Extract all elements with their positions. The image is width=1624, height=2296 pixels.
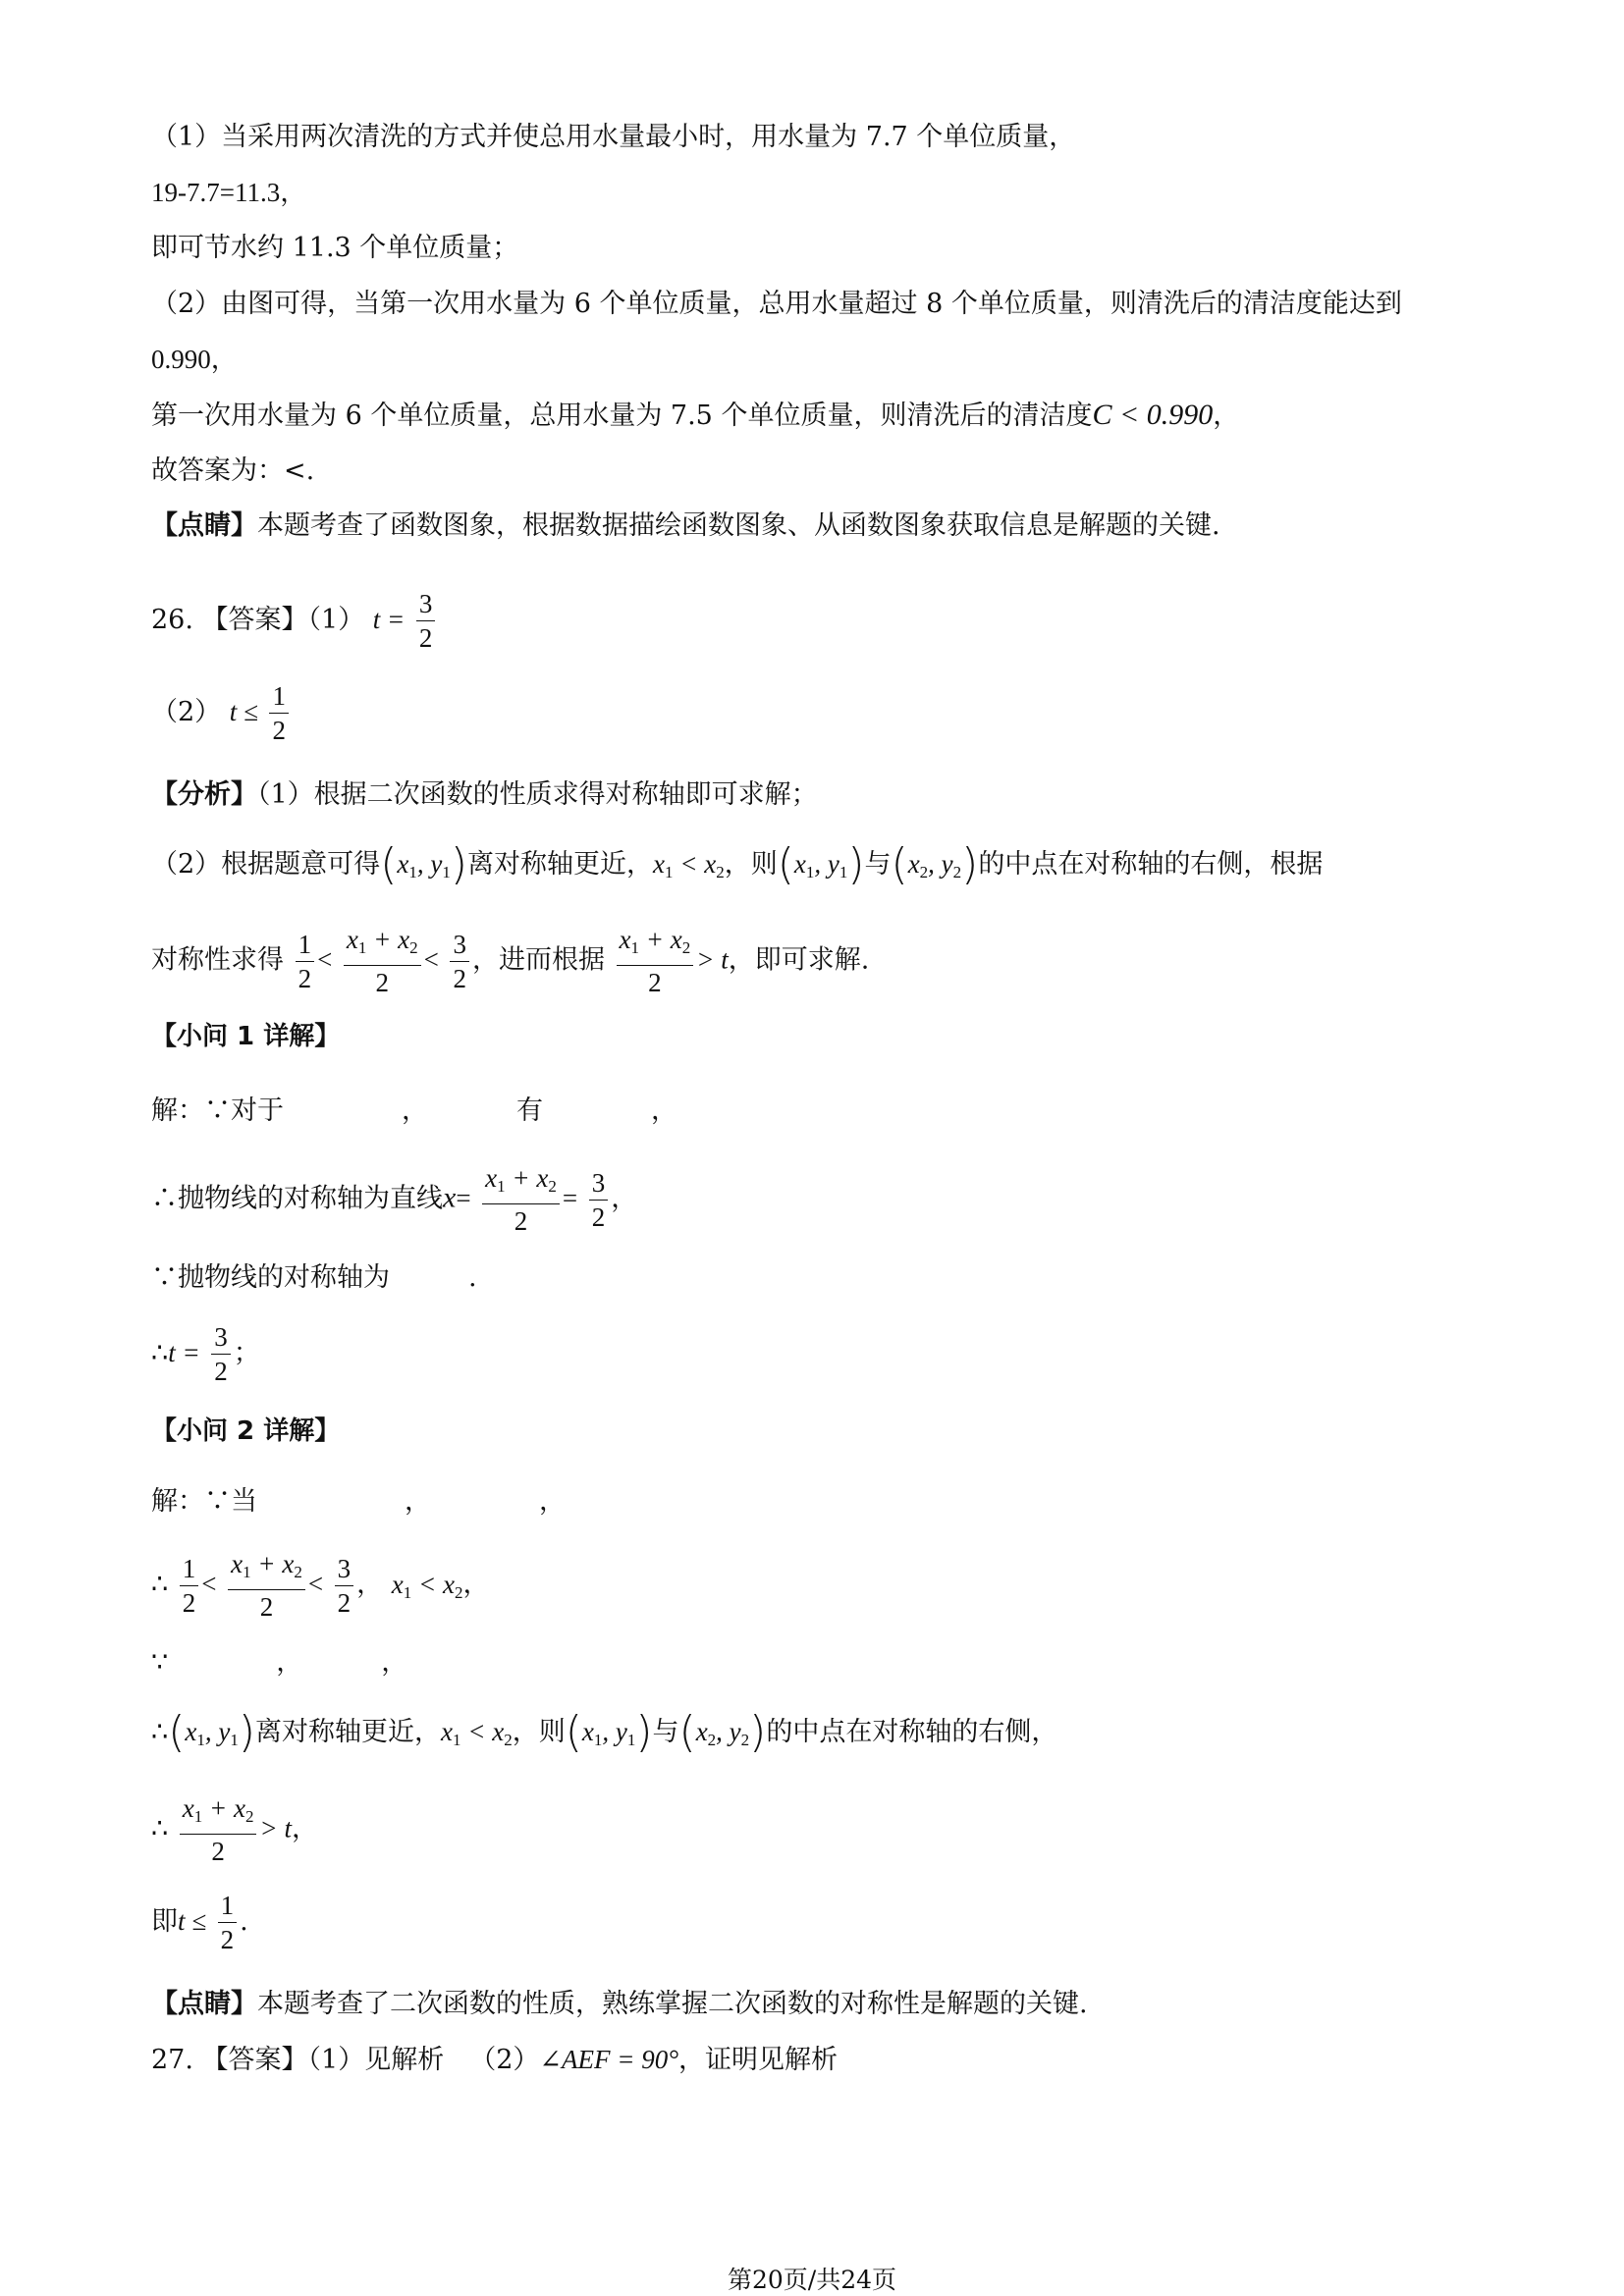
line-remark-25: 【点睛】本题考查了函数图象，根据数据描绘函数图象、从函数图象获取信息是解题的关键. (151, 510, 1220, 541)
therefore-t-line: ∴t = $\frac{3}{2}$ ； (151, 1322, 260, 1386)
first-water-text: 第一次用水量为 6 个单位质量，总用水量为 7.5 个单位质量，则清洗后的清洁度 (151, 400, 1093, 431)
sub1-title: 【小问 1 详解】 (151, 1022, 341, 1051)
q26-head: 26. 【答案】（1） (151, 605, 365, 635)
line-first-water: 第一次用水量为 6 个单位质量，总用水量为 7.5 个单位质量，则清洗后的清洁度C < 0.990， (151, 399, 1240, 431)
q27-head: 27. 【答案】（1）见解析 (151, 2045, 445, 2075)
q26-remark: 【点睛】本题考查了二次函数的性质，熟练掌握二次函数的对称性是解题的关键. (151, 1989, 1088, 2019)
line-part1-water: （1）当采用两次清洗的方式并使总用水量最小时，用水量为 7.7 个单位质量， (151, 122, 1076, 152)
line-answer-lt: 故答案为：<. (151, 455, 315, 486)
fraction-1-2: $\frac{1}{2}$ (269, 679, 289, 747)
sub2-solution-line: 解：∵当 ， ， (151, 1486, 566, 1517)
conclusion-line: 即t ≤ $\frac{1}{2}$ . (151, 1891, 248, 1954)
remark-tag: 【点睛】 (151, 510, 257, 541)
cleanliness-inequality: C < 0.990 (1092, 399, 1214, 431)
midpoint-gt-t-line: ∴ $\frac{x_1 + x_2}{2}$ > t， (151, 1793, 318, 1866)
axis-line: ∴抛物线的对称轴为直线x= $\frac{x_1 + x_2}{2}$ = $\frac{3}{2}$ ， (151, 1163, 638, 1236)
q26-analysis-3: 对称性求得 $\frac{1}{2}$ < $\frac{x_1 + x_2}{2}$ < $\frac{3}{2}$ ，进而根据 $\frac{x_1 + x_2}{2}$ > t，即可求解. (151, 925, 870, 997)
sub2-title: 【小问 2 详解】 (151, 1416, 341, 1446)
line-save-water: 即可节水约 11.3 个单位质量； (151, 233, 519, 263)
q26-answer-line: 26. 【答案】（1） t = $\frac{3}{2}$ (151, 587, 438, 655)
closer-line: $\therefore(x_1$, $y_1$)离对称轴更近，$x_1 < x_2$，则($x_1$, $y_1$)与($x_2$, $y_2$)的中点在对称轴的右侧， (151, 1707, 1058, 1757)
fraction-3-2: $\frac{3}{2}$ (416, 587, 436, 655)
because-line: ∵ ， ， (151, 1647, 408, 1678)
q26-analysis-2: （2）根据题意可得($x_1$, $y_1$)离对称轴更近，$x_1 < x_2$，则($x_1$, $y_1$)与($x_2$, $y_2$)的中点在对称轴的右侧，根据 (151, 839, 1324, 889)
page-footer: 第20页/共24页 (727, 2266, 897, 2294)
because-axis-line: ∵抛物线的对称轴为 . (151, 1262, 477, 1293)
q26-analysis-1: 【分析】（1）根据二次函数的性质求得对称轴即可求解； (151, 779, 818, 810)
q26-answer2-line: （2） t ≤ $\frac{1}{2}$ (151, 679, 292, 747)
line-0990: 0.990， (151, 345, 238, 374)
sub2-inequality-line: ∴ $\frac{1}{2}$ < $\frac{x_1 + x_2}{2}$ < $\frac{3}{2}$ ， $x_1 < x_2$， (151, 1549, 490, 1622)
angle-aef: ∠AEF = 90° (539, 2045, 679, 2074)
line-part2-graph: （2）由图可得，当第一次用水量为 6 个单位质量，总用水量超过 8 个单位质量，则清洗后的清洁度能达到 (151, 289, 1402, 319)
sub1-solution-line: 解：∵对于 ， 有 ， (151, 1095, 677, 1126)
line-subtraction: 19-7.7=11.3， (151, 178, 307, 207)
q27-answer-line: 27. 【答案】（1）见解析 （2）∠AEF = 90°，证明见解析 (151, 2045, 839, 2075)
